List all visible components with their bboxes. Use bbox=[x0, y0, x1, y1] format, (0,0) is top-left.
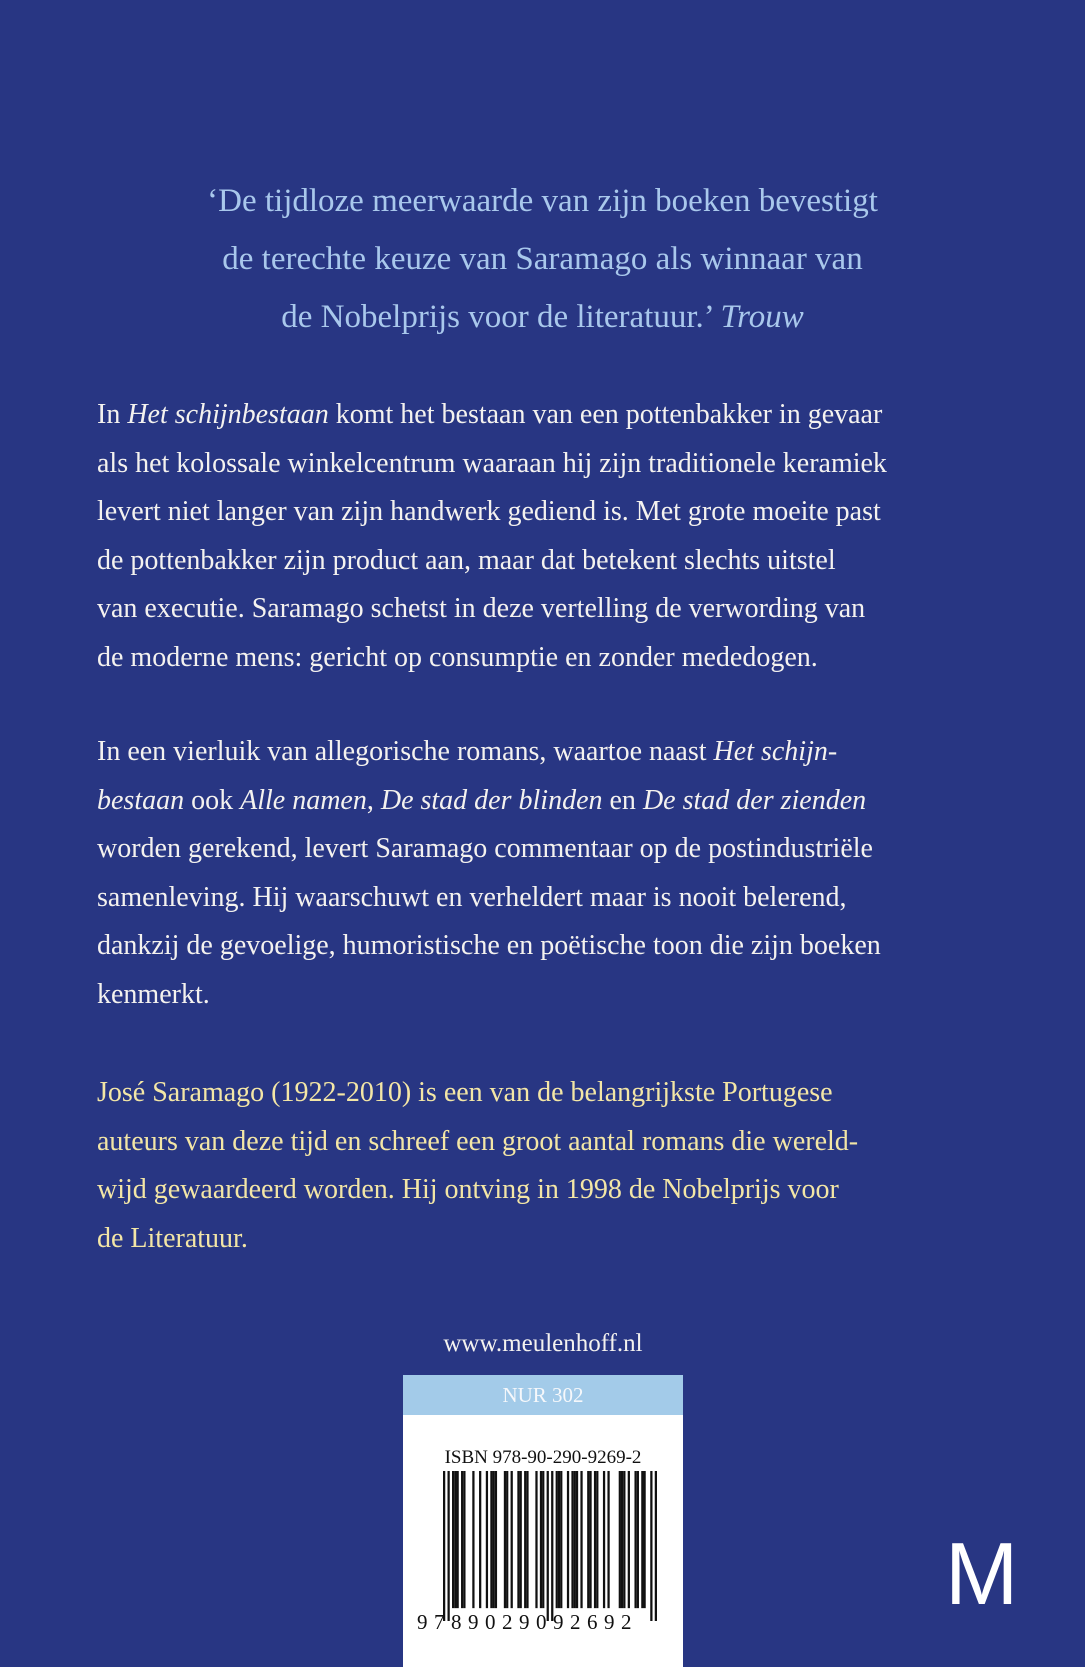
italic-title: De stad der zienden bbox=[642, 784, 867, 816]
barcode-bar bbox=[479, 1471, 481, 1608]
barcode-bar bbox=[524, 1471, 526, 1608]
barcode-bar bbox=[517, 1471, 519, 1608]
ean-digits: 9789029092692 bbox=[417, 1610, 638, 1634]
italic-title: Het schijnbestaan bbox=[127, 399, 329, 430]
text-segment: als het kolossale winkelcentrum waaraan hij zijn traditionele keramiek bbox=[97, 447, 887, 479]
text-segment: In bbox=[97, 399, 128, 430]
italic-title: Alle namen bbox=[240, 784, 367, 816]
barcode-bar bbox=[576, 1471, 578, 1608]
italic-title: bestaan bbox=[97, 784, 185, 816]
text-segment: samenleving. Hij waarschuwt en verheldert maar is nooit belerend, bbox=[97, 881, 847, 913]
text-line bbox=[97, 874, 1057, 923]
ean-barcode bbox=[443, 1471, 657, 1621]
barcode-bar bbox=[526, 1471, 528, 1608]
barcode-bar bbox=[454, 1471, 456, 1608]
barcode-bar bbox=[637, 1471, 639, 1608]
barcode-bar bbox=[461, 1471, 463, 1608]
barcode-bar bbox=[457, 1471, 459, 1608]
barcode-bar bbox=[655, 1471, 657, 1621]
text-line bbox=[97, 728, 1057, 777]
barcode-bar bbox=[540, 1471, 542, 1608]
barcode-bar bbox=[607, 1471, 609, 1608]
text-segment: en bbox=[602, 784, 643, 816]
italic-title: Trouw bbox=[720, 299, 804, 335]
text-segment: In een vierluik van allegorische romans, waartoe naast bbox=[97, 736, 714, 767]
barcode-bar bbox=[511, 1471, 513, 1608]
barcode-bar bbox=[493, 1471, 495, 1608]
text-line bbox=[97, 1215, 1057, 1264]
barcode-bar bbox=[634, 1471, 636, 1608]
text-segment: José Saramago (1922-2010) is een van de belangrijkste Portugese bbox=[97, 1077, 833, 1108]
text-line bbox=[97, 1069, 1057, 1118]
barcode-bar bbox=[547, 1471, 549, 1621]
barcode-bar bbox=[443, 1471, 445, 1621]
barcode-bar bbox=[619, 1471, 621, 1608]
text-line bbox=[97, 585, 1057, 634]
synopsis-paragraph bbox=[97, 391, 1057, 683]
barcode-bar bbox=[580, 1471, 582, 1608]
text-segment: de terechte keuze van Saramago als winnaar van bbox=[222, 241, 863, 277]
author-bio-paragraph bbox=[97, 1069, 1057, 1263]
barcode-bar bbox=[504, 1471, 506, 1608]
text-line bbox=[0, 172, 1085, 230]
text-line bbox=[97, 1118, 1057, 1167]
nur-code: NUR 302 bbox=[403, 1375, 683, 1415]
barcode-bar bbox=[596, 1471, 598, 1608]
text-line bbox=[0, 230, 1085, 288]
isbn-text: ISBN 978-90-290-9269-2 bbox=[444, 1447, 642, 1468]
text-segment: de Literatuur. bbox=[97, 1222, 248, 1254]
barcode-bar bbox=[628, 1471, 630, 1608]
text-segment: auteurs van deze tijd en schreef een groot aantal romans die wereld- bbox=[97, 1125, 859, 1157]
barcode-bar bbox=[643, 1471, 645, 1608]
text-segment: van executie. Saramago schetst in deze vertelling de verwording van bbox=[97, 593, 866, 625]
review-quote bbox=[0, 172, 1085, 346]
text-line bbox=[97, 391, 1057, 440]
text-segment: levert niet langer van zijn handwerk gediend is. Met grote moeite past bbox=[97, 496, 881, 528]
text-line bbox=[97, 922, 1057, 971]
text-segment: ook bbox=[184, 784, 241, 816]
text-line bbox=[0, 288, 1085, 346]
barcode-bar bbox=[560, 1471, 562, 1608]
barcode-bar bbox=[535, 1471, 537, 1608]
barcode-bar bbox=[558, 1471, 560, 1608]
barcode-bar bbox=[621, 1471, 623, 1608]
barcode-bar bbox=[551, 1471, 553, 1621]
barcode-bar bbox=[486, 1471, 488, 1608]
barcode-bar bbox=[594, 1471, 596, 1608]
text-segment: worden gerekend, levert Saramago commentaar op de postindustriële bbox=[97, 833, 873, 865]
text-segment: dankzij de gevoelige, humoristische en poëtische toon die zijn boeken bbox=[97, 930, 881, 962]
barcode-bar bbox=[567, 1471, 569, 1608]
meulenhoff-logo: M bbox=[945, 1524, 1019, 1623]
barcode-bar bbox=[623, 1471, 625, 1608]
barcode-bar bbox=[589, 1471, 591, 1608]
text-line bbox=[97, 1166, 1057, 1215]
barcode-bar bbox=[574, 1471, 576, 1608]
barcode-bar bbox=[520, 1471, 522, 1608]
barcode-bar bbox=[571, 1471, 573, 1608]
series-paragraph bbox=[97, 728, 1057, 1020]
barcode-bar bbox=[495, 1471, 497, 1608]
text-segment: wijd gewaardeerd worden. Hij ontving in 1998 de Nobelprijs voor bbox=[97, 1174, 839, 1206]
text-segment: de pottenbakker zijn product aan, maar dat betekent slechts uitstel bbox=[97, 544, 836, 576]
barcode-bar bbox=[542, 1471, 544, 1608]
text-line bbox=[97, 488, 1057, 537]
text-line bbox=[97, 537, 1057, 586]
text-line bbox=[97, 440, 1057, 489]
italic-title: Het schijn- bbox=[713, 736, 838, 767]
text-segment: , bbox=[366, 784, 381, 816]
barcode-bar bbox=[490, 1471, 492, 1608]
barcode-bar bbox=[650, 1471, 652, 1621]
text-segment: ‘De tijdloze meerwaarde van zijn boeken bevestigt bbox=[207, 183, 878, 219]
barcode-bar bbox=[472, 1471, 474, 1608]
publisher-url[interactable]: www.meulenhoff.nl bbox=[443, 1330, 643, 1357]
barcode-bar bbox=[556, 1471, 558, 1608]
barcode-bar bbox=[603, 1471, 605, 1608]
barcode-bar bbox=[506, 1471, 508, 1608]
text-segment: komt het bestaan van een pottenbakker in gevaar bbox=[328, 399, 883, 430]
text-segment: de Nobelprijs voor de literatuur.’ bbox=[281, 299, 721, 335]
text-segment: kenmerkt. bbox=[97, 978, 210, 1010]
barcode-bar bbox=[463, 1471, 465, 1608]
barcode-bar bbox=[448, 1471, 450, 1621]
barcode-label bbox=[403, 1375, 683, 1667]
text-line bbox=[97, 825, 1057, 874]
barcode-bar bbox=[587, 1471, 589, 1608]
text-segment: de moderne mens: gericht op consumptie en zonder mededogen. bbox=[97, 641, 818, 673]
barcode-bar bbox=[452, 1471, 454, 1608]
text-line bbox=[97, 971, 1057, 1020]
barcode-bar bbox=[641, 1471, 643, 1608]
italic-title: De stad der blinden bbox=[380, 784, 603, 816]
text-line bbox=[97, 777, 1057, 826]
text-line bbox=[97, 634, 1057, 683]
